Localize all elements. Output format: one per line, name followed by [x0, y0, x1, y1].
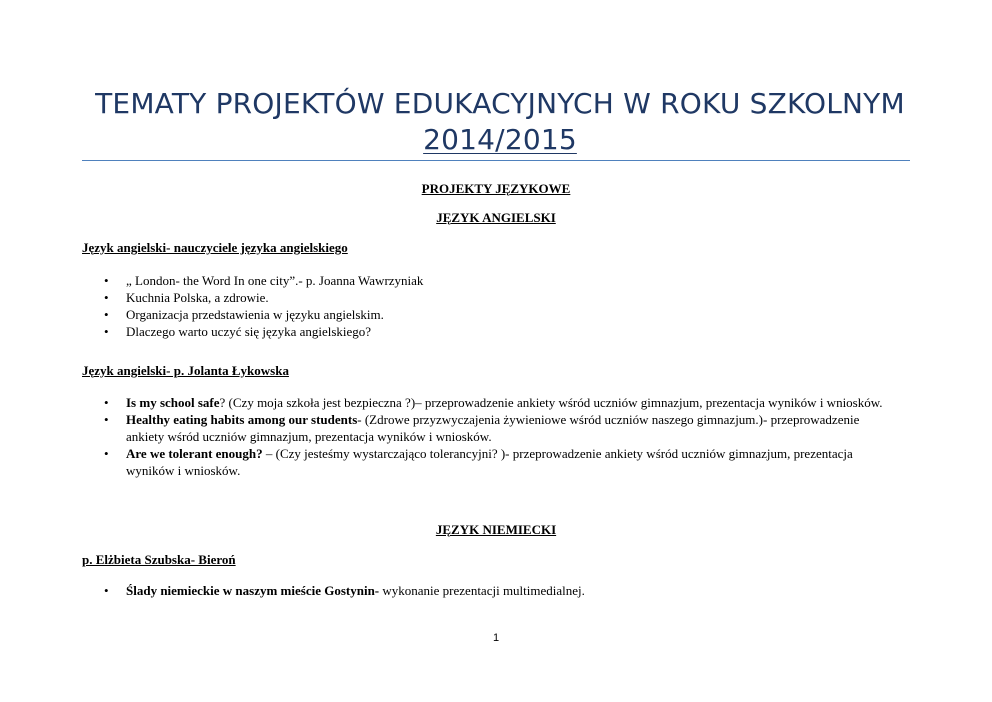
- subheading-german-teacher: p. Elżbieta Szubska- Bieroń: [82, 552, 236, 567]
- list-item: • Dlaczego warto uczyć się języka angielskiego?: [104, 324, 372, 339]
- bullet-icon: •: [104, 395, 109, 410]
- page-number: 1: [492, 632, 500, 644]
- list-item: • Ślady niemieckie w naszym mieście Gostynin- wykonanie prezentacji multimedialnej.: [104, 583, 585, 598]
- english-lykowska-list: [82, 394, 892, 479]
- title-year: 2014/2015: [423, 123, 577, 156]
- title-line-1: TEMATY PROJEKTÓW EDUKACYJNYCH W ROKU SZKOLNYM: [95, 87, 905, 120]
- english-teachers-list: [82, 272, 892, 340]
- subheading-english-lykowska: Język angielski- p. Jolanta Łykowska: [82, 363, 289, 378]
- subheading-english-teachers: Język angielski- nauczyciele języka angielskiego: [82, 240, 348, 255]
- list-item: • Kuchnia Polska, a zdrowie.: [104, 290, 269, 305]
- document-title: [90, 86, 910, 158]
- list-item: • Organizacja przedstawienia w języku angielskim.: [104, 307, 384, 322]
- list-item: • Healthy eating habits among our students- (Zdrowe przyzwyczajenia żywieniowe wśród uczniów naszego gimnazjum.)- przeprowadzenie ankiety wśród uczniów gimnazjum, prezentacja wyników i wniosków.: [104, 412, 860, 444]
- list-item: • „ London- the Word In one city”.- p. Joanna Wawrzyniak: [104, 273, 424, 288]
- bullet-icon: •: [104, 446, 109, 461]
- bullet-icon: •: [104, 307, 109, 322]
- bullet-icon: •: [104, 583, 109, 598]
- list-item: • Are we tolerant enough? – (Czy jesteśmy wystarczająco tolerancyjni? )- przeprowadzenie ankiety wśród uczniów gimnazjum, prezentacja wyników i wniosków.: [104, 446, 853, 478]
- bullet-icon: •: [104, 412, 109, 427]
- heading-german: JĘZYK NIEMIECKI: [435, 522, 557, 537]
- title-underline-rule: [82, 160, 910, 161]
- list-item: • Is my school safe? (Czy moja szkoła jest bezpieczna ?)– przeprowadzenie ankiety wśród uczniów gimnazjum, prezentacja wyników i wniosków.: [104, 395, 883, 410]
- heading-english: JĘZYK ANGIELSKI: [436, 210, 556, 225]
- bullet-icon: •: [104, 290, 109, 305]
- heading-language-projects: PROJEKTY JĘZYKOWE: [421, 181, 571, 196]
- bullet-icon: •: [104, 324, 109, 339]
- german-list: [82, 582, 892, 599]
- bullet-icon: •: [104, 273, 109, 288]
